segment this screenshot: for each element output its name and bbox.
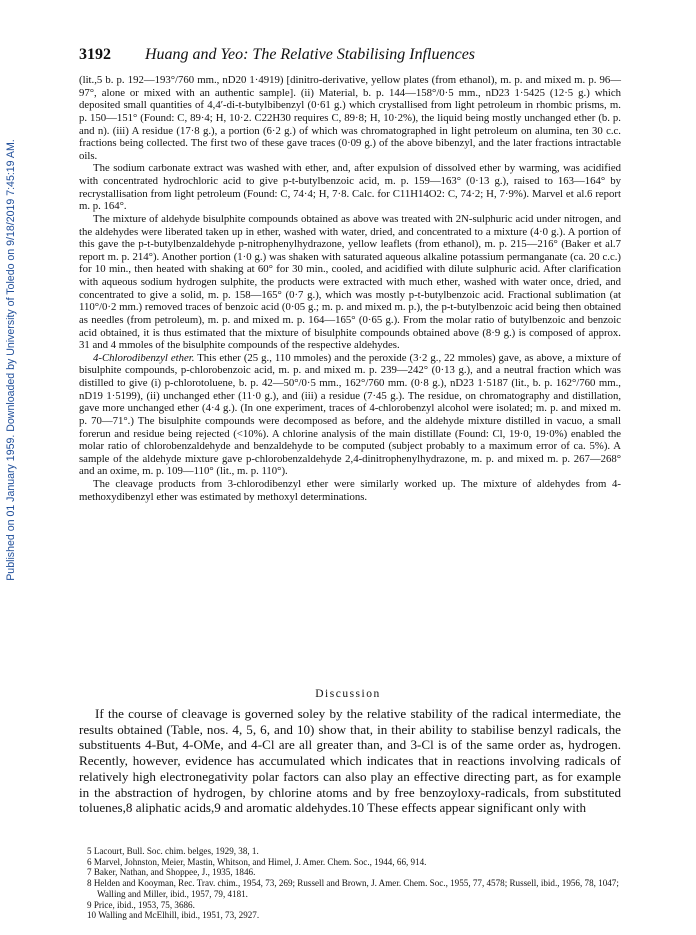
experimental-text [79,74,621,503]
discussion-section [79,706,621,816]
subsection-title: 4-Chlorodibenzyl ether. [93,351,195,364]
reference-item: 9 Price, ibid., 1953, 75, 3686. [87,899,195,910]
running-title: Huang and Yeo: The Relative Stabilising Influences [145,46,476,63]
download-watermark [2,110,20,610]
reference-item: 7 Baker, Nathan, and Shoppee, J., 1935, 1846. [87,867,256,878]
paragraph-cleavage: The cleavage products from 3-chlorodibenzyl ether were similarly worked up. The mixture of aldehydes from 4-methoxydibenzyl ether was estimated by methoxyl determinations. [79,478,621,503]
reference-item: 10 Walling and McElhill, ibid., 1951, 73, 2927. [87,910,260,921]
discussion-paragraph: If the course of cleavage is governed soley by the relative stability of the radical intermediate, the results obtained (Table, nos. 4, 5, 6, and 10) show that, in their ability to stabilise benzyl radicals, the substituents 4-But, 4-OMe, and 4-Cl are all greater than, and 3-Cl is of the same order as, hydrogen. Recently, however, evidence has accumulated which indicates that in reactions involving radicals of relatively high electronegativity polar factors can also play an effective directing part, as for example in the abstraction of hydrogen, by chlorine atoms and by free benzoyloxy-radicals, from substituted toluenes,8 aliphatic acids,9 and aromatic aldehydes.10 These effects appear significant only with [79,706,621,816]
paragraph-continuation: (lit.,5 b. p. 192—193°/760 mm., nD20 1·4919) [dinitro-derivative, yellow plates (from ethanol), m. p. and mixed m. p. 96—97°, alone or mixed with an authentic sample]. (ii) Material, b. p. 144—158°/0·5 mm., nD23 1·5425 (12·5 g.) which deposited small quantities of 4,4′-di-t-butylbibenzyl (0·61 g.) which crystallised from light petroleum in rhombic prisms, m. p. 150—151° (Found: C, 89·4; H, 10·2. C22H30 requires C, 89·8; H, 10·2%), the liquid being mostly unchanged ether (b. p. and n). (iii) A residue (17·8 g.), a portion (6·2 g.) of which was chromatographed in light petroleum on alumina, ten 30 c.c. fractions being collected. The first two of these gave traces (0·09 g.) of the above bibenzyl, and the later fractions intractable oils. [79,74,621,162]
page-number: 3192 [79,46,111,63]
paragraph-chlorodibenzyl [79,352,621,478]
footnote-references [79,846,621,921]
paragraph-bisulphite: The mixture of aldehyde bisulphite compounds obtained as above was treated with 2N-sulphuric acid under nitrogen, and the aldehydes were liberated taken up in ether, washed with water, dried, and concentrated to a mixture (4·0 g.). A portion of this gave the p-t-butylbenzaldehyde p-nitrophenylhydrazone, yellow leaflets (from ethanol), m. p. 215—216° (Baker et al.7 report m. p. 214°). Another portion (1·0 g.) was shaken with saturated aqueous alkaline potassium permanganate (ca. 20 c.c.) for 10 min., then heated with shaking at 60° for 30 min., cooled, and acidified with dilute sulphuric acid. After clarification with aqueous sodium hydrogen sulphite, the products were extracted with much ether, washed with water once, dried, and concentrated to give a solid, m. p. 158—165° (0·7 g.), which was mostly p-t-butylbenzoic acid. Fractional sublimation (at 110°/0·2 mm.) removed traces of benzoic acid (0·05 g.; m. p. and mixed m. p.), the p-t-butylbenzoic acid being then obtained as needles (from petroleum), m. p. and mixed m. p. 164—165° (0·65 g.). From the molar ratio of butylbenzoic and benzoic acid obtained, it is thus estimated that the mixture of bisulphite compounds obtained above (8·9 g.) is composed of approx. 31 and 4 mmoles of the bisulphite compounds of the respective aldehydes. [79,212,621,352]
discussion-heading: Discussion [315,688,381,700]
reference-item: 6 Marvel, Johnston, Meier, Mastin, Whitson, and Himel, J. Amer. Chem. Soc., 1944, 66, 914. [87,856,427,867]
reference-item: 5 Lacourt, Bull. Soc. chim. belges, 1929, 38, 1. [87,846,259,856]
paragraph-sodium-carbonate: The sodium carbonate extract was washed with ether, and, after expulsion of dissolved ether by warming, was acidified with concentrated hydrochloric acid to give p-t-butylbenzoic acid, m. p. 159—163° (0·13 g.), raised to 163—164° by recrystallisation from light petroleum (Found: C, 74·4; H, 7·8. Calc. for C11H14O2: C, 74·2; H, 7·9%). Marvel et al.6 report m. p. 164°. [79,162,621,213]
running-header [79,46,619,66]
reference-item: 8 Helden and Kooyman, Rec. Trav. chim., 1954, 73, 269; Russell and Brown, J. Amer. Chem. Soc., 1955, 77, 4578; Russell, ibid., 1956, 78, 1047; Walling and Miller, ibid., 1957, 79, 4181. [87,878,619,899]
paragraph-chlorodibenzyl-text: This ether (25 g., 110 mmoles) and the peroxide (3·2 g., 22 mmoles) gave, as above, a mixture of bisulphite compounds, p-chlorobenzoic acid, m. p. and mixed m. p. 239—242° (0·13 g.), and a neutral fraction which was distilled to give (i) p-chlorotoluene, b. p. 42—50°/0·5 mm., 162°/760 mm. (0·8 g.), nD23 1·5187 (lit., b. p. 162°/760 mm., nD19 1·5199), (ii) unchanged ether (11·0 g.), and (iii) a residue (7·45 g.). The residue, on chromatography and distillation, gave more unchanged ether (4·4 g.). (In one experiment, traces of 4-chlorobenzyl alcohol were isolated; m. p. and mixed m. p. 70—71°.) The bisulphite compounds were decomposed as before, and the aldehyde mixture distilled in vacuo, a small forerun and residue being rejected (<10%). A chlorine analysis of the main distillate (Found: Cl, 19·0, 19·0%) enabled the molar ratio of chlorobenzaldehyde and benzaldehyde to be computed (subject probably to a maximum error of ca. 5%). A sample of the aldehyde mixture gave p-chlorobenzaldehyde 2,4-dinitrophenylhydrazone, m. p. and mixed m. p. 267—268° and an oxime, m. p. 109—110° (lit., m. p. 110°). [79,351,621,478]
download-watermark-text: Published on 01 January 1959. Downloaded by University of Toledo on 9/18/2019 7:45:19 AM. [5,139,17,581]
